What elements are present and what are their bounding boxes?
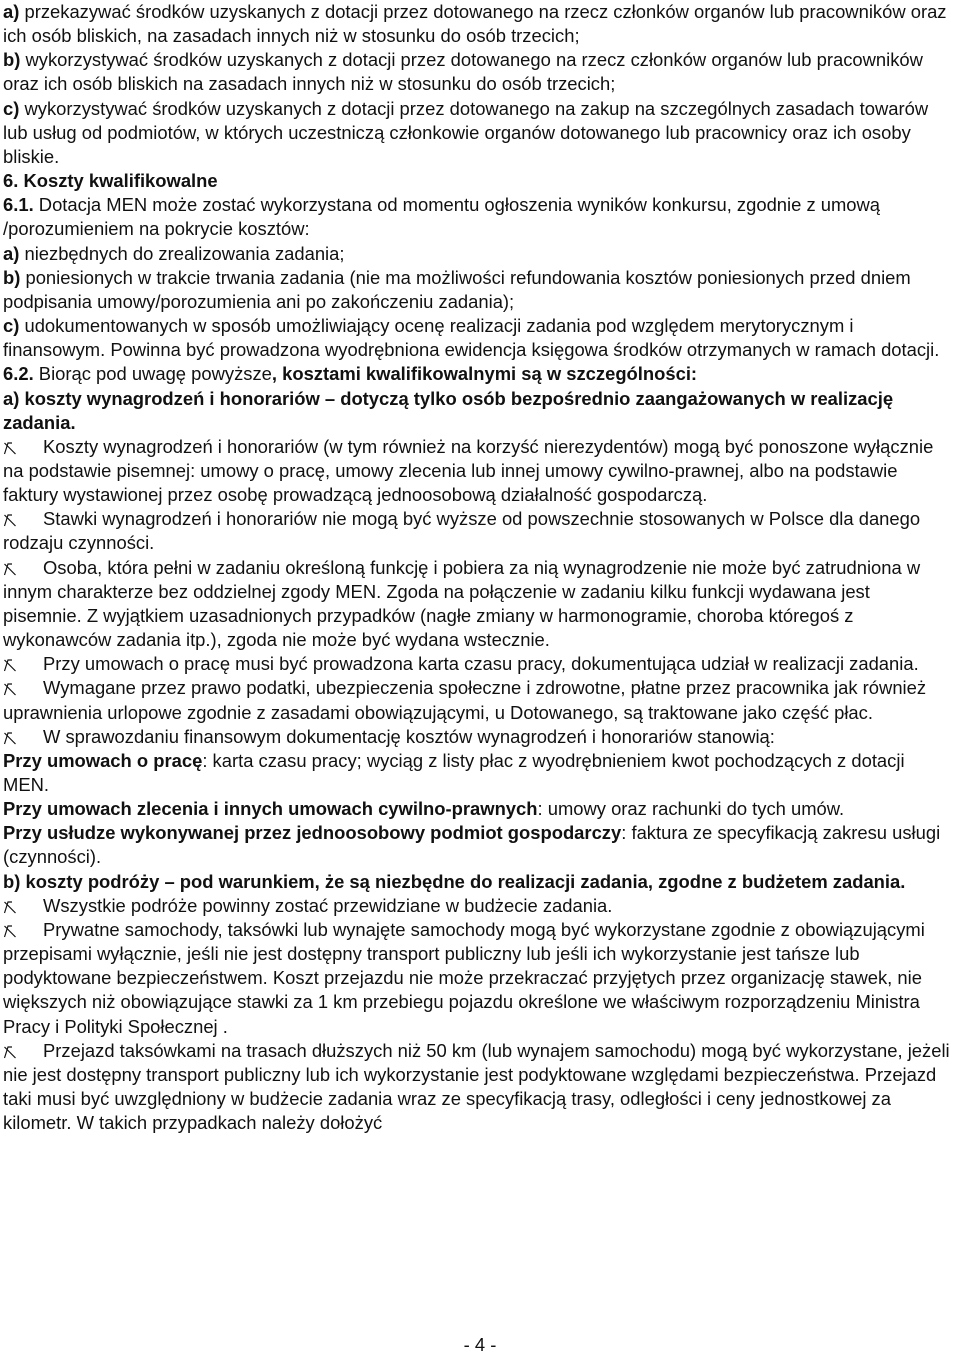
documentation-civil-contracts — [3, 797, 951, 821]
bullet-text: Osoba, która pełni w zadaniu określoną funkcję i pobiera za nią wynagrodzenie nie może być zatrudniona w innym charakterze bez oddzielnej zgody MEN. Zgoda na połączenie w zadaniu kilku funkcji wydawana jest pisemnie. Z wyjątkiem uzasadnionych przypadków (nagłe zmiany w harmonogramie, choroba któregoś z wykonawców zadania itp.), zgoda nie może być wydana wstecznie. — [3, 556, 921, 651]
bullet-item — [3, 894, 951, 918]
bullet-item — [3, 652, 951, 676]
item-marker: a) — [3, 1, 20, 22]
item-marker: 6.2. — [3, 363, 34, 385]
bullet-list-b — [3, 894, 951, 1136]
paragraph-6-1-c — [3, 314, 951, 362]
documentation-sole-proprietor — [3, 821, 951, 869]
bullet-text: Koszty wynagrodzeń i honorariów (w tym również na korzyść nierezydentów) mogą być ponoszone wyłącznie na podstawie pisemnej: umowy o pracę, umowy zlecenia lub innej umowy cywilno-prawnej, albo na podstawie faktury wystawionej przez osobę prowadzącą jednoosobową działalność gospodarczą. — [3, 435, 934, 506]
bullet-item — [3, 676, 951, 724]
paragraph-text: przekazywać środków uzyskanych z dotacji przez dotowanego na rzecz członków organów lub pracowników oraz ich osób bliskich, na zasadach innych niż w stosunku do osób trzecich; — [3, 1, 947, 47]
item-marker: b) — [3, 49, 21, 71]
item-marker: 6.1. — [3, 194, 34, 216]
bullet-item — [3, 725, 951, 749]
section-heading-6 — [3, 169, 951, 193]
paragraph-b — [3, 48, 951, 96]
bullet-item — [3, 507, 951, 555]
paragraph-c — [3, 97, 951, 169]
tack-bullet-icon — [3, 556, 43, 580]
paragraph-text: wykorzystywać środków uzyskanych z dotacji przez dotowanego na zakup na szczególnych zasadach towarów lub usług od podmiotów, w których uczestniczą członkowie organów dotowanego lub pracownicy oraz ich osoby bliskie. — [3, 97, 929, 167]
bullet-item — [3, 435, 951, 507]
paragraph-a — [3, 0, 951, 48]
bullet-list-a — [3, 435, 951, 749]
item-marker: c) — [3, 315, 20, 337]
item-marker: a) — [3, 242, 20, 264]
tack-bullet-icon — [3, 676, 43, 700]
paragraph-6-1-b — [3, 266, 951, 314]
paragraph-text: Biorąc pod uwagę powyższe — [33, 363, 272, 385]
bullet-item — [3, 1039, 951, 1136]
paragraph-text: wykorzystywać środków uzyskanych z dotacji przez dotowanego na rzecz członków organów lub pracowników oraz ich osób bliskich na zasadach innych niż w stosunku do osób trzecich; — [3, 49, 923, 95]
paragraph-text: : umowy oraz rachunki do tych umów. — [537, 798, 845, 820]
item-marker: b) — [3, 266, 21, 288]
heading-text: b) koszty podróży – pod warunkiem, że są niezbędne do realizacji zadania, zgodne z budżetem zadania. — [3, 870, 906, 892]
page-number: - 4 - — [463, 1334, 497, 1355]
heading-text: a) koszty wynagrodzeń i honorariów – dotyczą tylko osób bezpośrednio zaangażowanych w realizację zadania. — [3, 387, 894, 433]
paragraph-text: : karta czasu pracy; wyciąg z listy płac z wyodrębnieniem kwot pochodzących z dotacji MEN. — [3, 749, 905, 795]
tack-bullet-icon — [3, 918, 43, 942]
paragraph-text: niezbędnych do zrealizowania zadania; — [19, 242, 345, 264]
paragraph-text: Dotacja MEN może zostać wykorzystana od momentu ogłoszenia wyników konkursu, zgodnie z umową /porozumieniem na pokrycie kosztów: — [3, 194, 881, 240]
tack-bullet-icon — [3, 435, 43, 459]
bullet-text: W sprawozdaniu finansowym dokumentację kosztów wynagrodzeń i honorariów stanowią: — [43, 725, 775, 747]
bullet-text: Prywatne samochody, taksówki lub wynajęte samochody mogą być wykorzystane zgodnie z obowiązującymi przepisami wyłącznie, jeśli nie jest dostępny transport publiczny lub jeśli ich wykorzystanie jest tańsze lub podyktowane bezpieczeństwem. Koszt przejazdu nie może przekraczać przyjętych przez organizację stawek, nie większych niż obowiązujące stawki za 1 km przebiegu pojazdu określone we właściwym rozporządzeniu Ministra Pracy i Polityki Społecznej . — [3, 918, 925, 1037]
item-marker: c) — [3, 97, 20, 119]
tack-bullet-icon — [3, 507, 43, 531]
tack-bullet-icon — [3, 725, 43, 749]
bold-text: Przy usłudze wykonywanej przez jednoosobowy podmiot gospodarczy — [3, 822, 622, 844]
bold-text: , kosztami kwalifikowalnymi są w szczególności: — [271, 363, 698, 385]
bullet-text: Przy umowach o pracę musi być prowadzona karta czasu pracy, dokumentująca udział w realizacji zadania. — [43, 653, 919, 675]
tack-bullet-icon — [3, 652, 43, 676]
bold-text: Przy umowach o pracę — [3, 749, 203, 771]
bullet-text: Stawki wynagrodzeń i honorariów nie mogą być wyższe od powszechnie stosowanych w Polsce dla danego rodzaju czynności. — [3, 508, 921, 554]
subsection-a-heading — [3, 387, 951, 435]
paragraph-text: poniesionych w trakcie trwania zadania (nie ma możliwości refundowania kosztów poniesionych przed dniem podpisania umowy/porozumienia ani po zakończeniu zadania); — [3, 266, 911, 312]
paragraph-text: udokumentowanych w sposób umożliwiający ocenę realizacji zadania pod względem merytorycznym i finansowym. Powinna być prowadzona wyodrębniona ewidencja księgowa środków otrzymanych w ramach dotacji. — [3, 315, 940, 361]
documentation-employment — [3, 749, 951, 797]
bullet-text: Wymagane przez prawo podatki, ubezpieczenia społeczne i zdrowotne, płatne przez pracownika jak również uprawnienia urlopowe zgodnie z zasadami obowiązującymi, u Dotowanego, są traktowane jako część płac. — [3, 677, 927, 723]
tack-bullet-icon — [3, 894, 43, 918]
subsection-b-heading — [3, 870, 951, 894]
paragraph-6-1 — [3, 193, 951, 241]
paragraph-6-2 — [3, 362, 951, 386]
paragraph-6-1-a — [3, 242, 951, 266]
tack-bullet-icon — [3, 1039, 43, 1063]
bullet-text: Przejazd taksówkami na trasach dłuższych niż 50 km (lub wynajem samochodu) mogą być wykorzystane, jeżeli nie jest dostępny transport publiczny lub ich wykorzystanie jest podyktowane względami bezpieczeństwa. Przejazd taki musi być uwzględniony w budżecie zadania wraz ze specyfikacją trasy, odległości i ceny jednostkowej za kilometr. W takich przypadkach należy dołożyć — [3, 1039, 950, 1134]
bullet-item — [3, 918, 951, 1039]
bullet-item — [3, 556, 951, 653]
bold-text: Przy umowach zlecenia i innych umowach cywilno-prawnych — [3, 798, 538, 820]
bullet-text: Wszystkie podróże powinny zostać przewidziane w budżecie zadania. — [43, 894, 613, 916]
paragraph-text: : faktura ze specyfikacją zakresu usługi (czynności). — [3, 822, 941, 868]
heading-text: 6. Koszty kwalifikowalne — [3, 170, 218, 192]
